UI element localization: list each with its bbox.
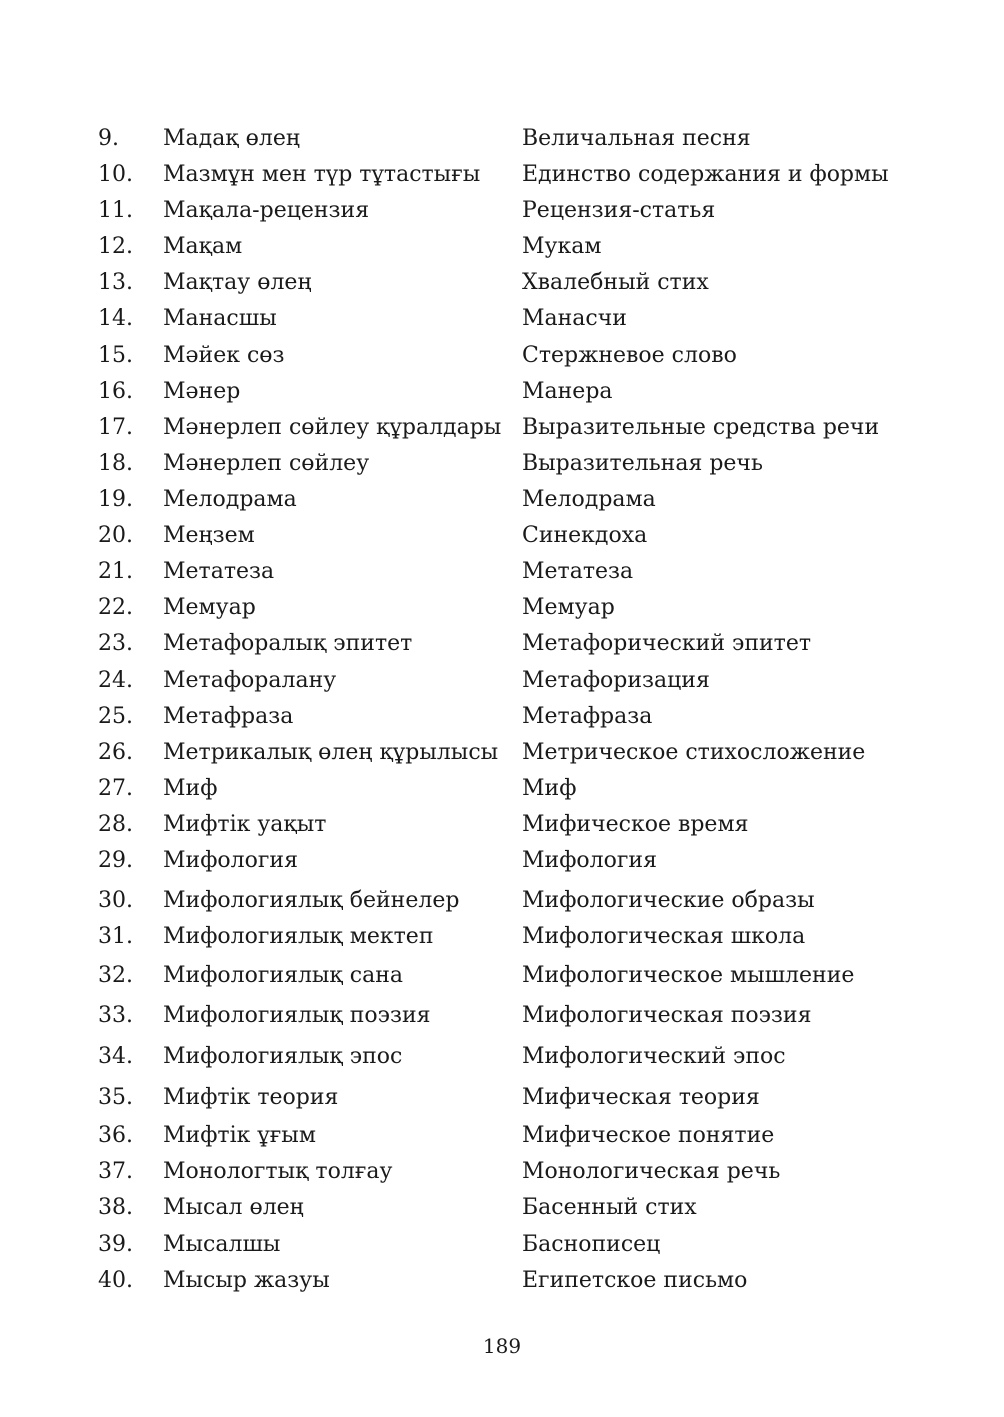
russian-term: Мелодрама — [522, 487, 656, 512]
entry-number: 10. — [98, 162, 133, 187]
glossary-row — [0, 1157, 1004, 1187]
entry-number: 12. — [98, 234, 133, 259]
kazakh-term: Метафоралық эпитет — [163, 631, 413, 656]
russian-term: Египетское письмо — [522, 1268, 748, 1293]
kazakh-term: Мифологиялық поэзия — [163, 1003, 431, 1028]
russian-term: Мифология — [522, 848, 657, 873]
glossary-row — [0, 1121, 1004, 1151]
kazakh-term: Мифологиялық мектеп — [163, 924, 434, 949]
russian-term: Мифологический эпос — [522, 1044, 786, 1069]
russian-term: Единство содержания и формы — [522, 162, 889, 187]
kazakh-term: Мәнерлеп сөйлеу — [163, 451, 370, 476]
kazakh-term: Метафраза — [163, 704, 294, 729]
entry-number: 21. — [98, 559, 133, 584]
page-number: 189 — [482, 1334, 522, 1358]
russian-term: Стержневое слово — [522, 343, 737, 368]
russian-term: Мифическое время — [522, 812, 749, 837]
russian-term: Метатеза — [522, 559, 634, 584]
glossary-row — [0, 961, 1004, 991]
entry-number: 11. — [98, 198, 133, 223]
glossary-row — [0, 702, 1004, 732]
russian-term: Мифологическое мышление — [522, 963, 855, 988]
kazakh-term: Мифтік уақыт — [163, 812, 327, 837]
entry-number: 25. — [98, 704, 133, 729]
russian-term: Миф — [522, 776, 577, 801]
entry-number: 35. — [98, 1085, 133, 1110]
russian-term: Монологическая речь — [522, 1159, 781, 1184]
russian-term: Мифологическая поэзия — [522, 1003, 812, 1028]
entry-number: 38. — [98, 1195, 133, 1220]
entry-number: 14. — [98, 306, 133, 331]
kazakh-term: Миф — [163, 776, 218, 801]
russian-term: Метафорический эпитет — [522, 631, 812, 656]
russian-term: Хвалебный стих — [522, 270, 709, 295]
glossary-row — [0, 160, 1004, 190]
entry-number: 28. — [98, 812, 133, 837]
entry-number: 17. — [98, 415, 133, 440]
kazakh-term: Мәйек сөз — [163, 343, 285, 368]
kazakh-term: Мысал өлең — [163, 1195, 304, 1220]
russian-term: Величальная песня — [522, 126, 751, 151]
russian-term: Манасчи — [522, 306, 627, 331]
glossary-row — [0, 268, 1004, 298]
entry-number: 20. — [98, 523, 133, 548]
kazakh-term: Меңзем — [163, 523, 255, 548]
glossary-row — [0, 1193, 1004, 1223]
glossary-row — [0, 810, 1004, 840]
russian-term: Мифическая теория — [522, 1085, 760, 1110]
russian-term: Метафоризация — [522, 668, 710, 693]
kazakh-term: Мемуар — [163, 595, 256, 620]
kazakh-term: Мифтік теория — [163, 1085, 339, 1110]
glossary-row — [0, 196, 1004, 226]
glossary-row — [0, 124, 1004, 154]
russian-term: Мукам — [522, 234, 602, 259]
kazakh-term: Мелодрама — [163, 487, 297, 512]
entry-number: 15. — [98, 343, 133, 368]
kazakh-term: Метафоралану — [163, 668, 337, 693]
entry-number: 32. — [98, 963, 133, 988]
glossary-row — [0, 593, 1004, 623]
kazakh-term: Мақала-рецензия — [163, 198, 370, 223]
kazakh-term: Мысалшы — [163, 1232, 281, 1257]
entry-number: 40. — [98, 1268, 133, 1293]
entry-number: 16. — [98, 379, 133, 404]
russian-term: Метрическое стихосложение — [522, 740, 866, 765]
glossary-row — [0, 232, 1004, 262]
russian-term: Метафраза — [522, 704, 653, 729]
glossary-row — [0, 304, 1004, 334]
glossary-row — [0, 1001, 1004, 1031]
glossary-row — [0, 922, 1004, 952]
kazakh-term: Мысыр жазуы — [163, 1268, 330, 1293]
entry-number: 19. — [98, 487, 133, 512]
kazakh-term: Метрикалық өлең құрылысы — [163, 740, 499, 765]
glossary-row — [0, 886, 1004, 916]
russian-term: Выразительные средства речи — [522, 415, 880, 440]
kazakh-term: Мифология — [163, 848, 298, 873]
entry-number: 23. — [98, 631, 133, 656]
entry-number: 24. — [98, 668, 133, 693]
glossary-row — [0, 774, 1004, 804]
kazakh-term: Манасшы — [163, 306, 277, 331]
glossary-row — [0, 449, 1004, 479]
glossary-row — [0, 1266, 1004, 1296]
glossary-row — [0, 846, 1004, 876]
glossary-row — [0, 413, 1004, 443]
glossary-row — [0, 738, 1004, 768]
entry-number: 33. — [98, 1003, 133, 1028]
kazakh-term: Мифтік ұғым — [163, 1123, 316, 1148]
entry-number: 13. — [98, 270, 133, 295]
kazakh-term: Мадақ өлең — [163, 126, 300, 151]
glossary-row — [0, 341, 1004, 371]
glossary-row — [0, 1230, 1004, 1260]
kazakh-term: Мақам — [163, 234, 243, 259]
russian-term: Мифологические образы — [522, 888, 815, 913]
entry-number: 31. — [98, 924, 133, 949]
glossary-row — [0, 557, 1004, 587]
russian-term: Мемуар — [522, 595, 615, 620]
kazakh-term: Мәнерлеп сөйлеу құралдары — [163, 415, 502, 440]
glossary-row — [0, 377, 1004, 407]
entry-number: 36. — [98, 1123, 133, 1148]
kazakh-term: Мифологиялық бейнелер — [163, 888, 460, 913]
glossary-row — [0, 485, 1004, 515]
russian-term: Басенный стих — [522, 1195, 697, 1220]
glossary-row — [0, 1083, 1004, 1113]
kazakh-term: Мазмұн мен түр тұтастығы — [163, 162, 481, 187]
glossary-row — [0, 629, 1004, 659]
entry-number: 30. — [98, 888, 133, 913]
entry-number: 39. — [98, 1232, 133, 1257]
kazakh-term: Мақтау өлең — [163, 270, 312, 295]
kazakh-term: Мифологиялық эпос — [163, 1044, 403, 1069]
entry-number: 9. — [98, 126, 119, 151]
entry-number: 18. — [98, 451, 133, 476]
entry-number: 26. — [98, 740, 133, 765]
glossary-row — [0, 666, 1004, 696]
entry-number: 22. — [98, 595, 133, 620]
entry-number: 34. — [98, 1044, 133, 1069]
entry-number: 29. — [98, 848, 133, 873]
russian-term: Баснописец — [522, 1232, 661, 1257]
russian-term: Мифическое понятие — [522, 1123, 775, 1148]
russian-term: Выразительная речь — [522, 451, 763, 476]
russian-term: Рецензия-статья — [522, 198, 716, 223]
kazakh-term: Мифологиялық сана — [163, 963, 403, 988]
russian-term: Синекдоха — [522, 523, 648, 548]
entry-number: 37. — [98, 1159, 133, 1184]
kazakh-term: Метатеза — [163, 559, 275, 584]
entry-number: 27. — [98, 776, 133, 801]
glossary-row — [0, 1042, 1004, 1072]
glossary-row — [0, 521, 1004, 551]
russian-term: Манера — [522, 379, 613, 404]
kazakh-term: Монологтық толғау — [163, 1159, 393, 1184]
kazakh-term: Мәнер — [163, 379, 241, 404]
russian-term: Мифологическая школа — [522, 924, 806, 949]
